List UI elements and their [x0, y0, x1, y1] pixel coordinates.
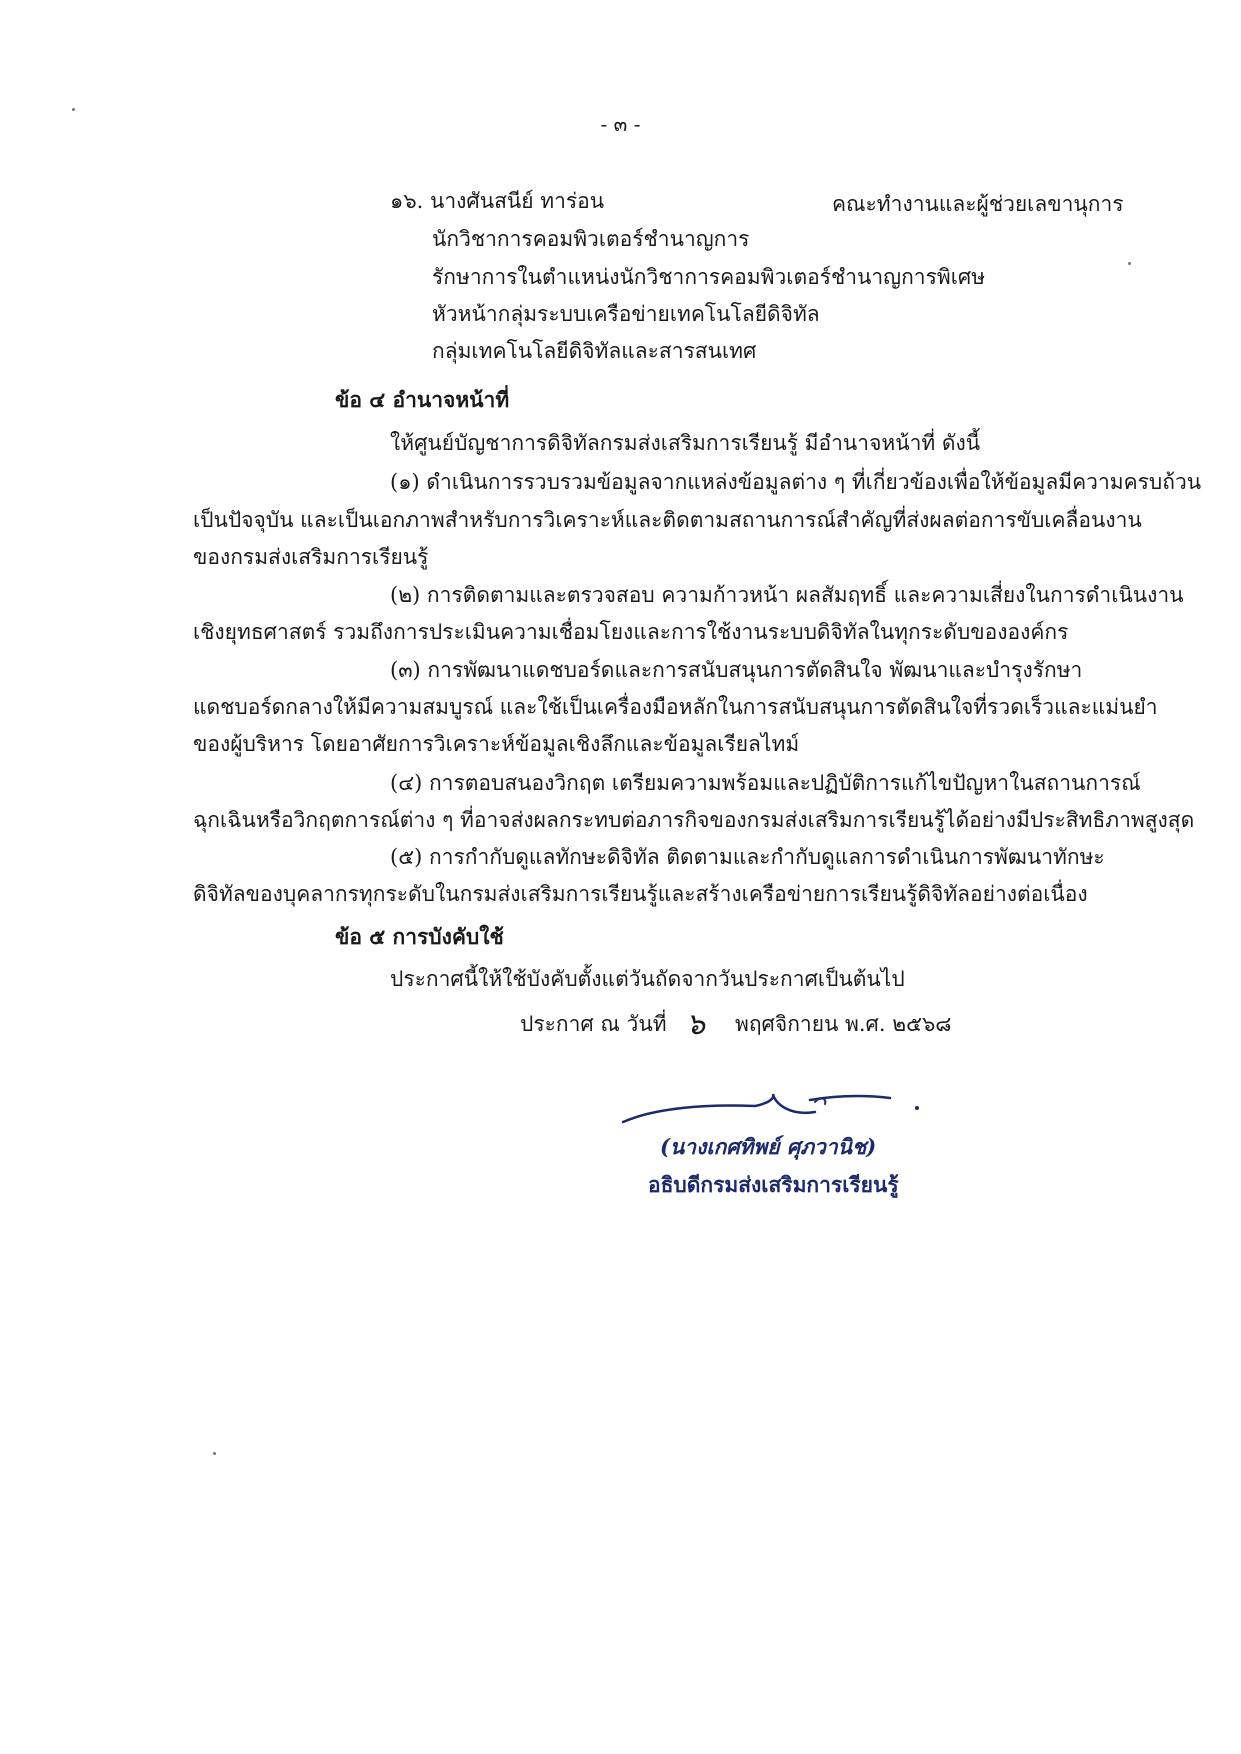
scan-speck — [1128, 262, 1131, 265]
section5-heading: ข้อ ๕ การบังคับใช้ — [335, 924, 504, 949]
announcement-prefix: ประกาศ ณ วันที่ — [520, 1012, 667, 1036]
scan-speck — [72, 108, 75, 111]
member-detail: กลุ่มเทคโนโลยีดิจิทัลและสารสนเทศ — [432, 339, 757, 363]
member-role: คณะทำงานและผู้ช่วยเลขานุการ — [832, 192, 1124, 216]
item1-line: เป็นปัจจุบัน และเป็นเอกภาพสำหรับการวิเคราะห์และติดตามสถานการณ์สำคัญที่ส่งผลต่อการขับเคลื่อนงาน — [193, 508, 1142, 532]
member-detail: นักวิชาการคอมพิวเตอร์ชำนาญการ — [432, 227, 750, 251]
section5-text: ประกาศนี้ให้ใช้บังคับตั้งแต่วันถัดจากวันประกาศเป็นต้นไป — [390, 967, 905, 991]
member-detail: รักษาการในตำแหน่งนักวิชาการคอมพิวเตอร์ชำนาญการพิเศษ — [432, 265, 986, 289]
item2-line: เชิงยุทธศาสตร์ รวมถึงการประเมินความเชื่อมโยงและการใช้งานระบบดิจิทัลในทุกระดับขององค์กร — [193, 620, 1069, 644]
item5-line: (๕) การกำกับดูแลทักษะดิจิทัล ติดตามและกำกับดูแลการดำเนินการพัฒนาทักษะ — [390, 845, 1105, 869]
section4-heading: ข้อ ๔ อำนาจหน้าที่ — [335, 387, 510, 412]
member-name: ๑๖. นางศันสนีย์ ทาร่อน — [390, 189, 605, 213]
page-number: - ๓ - — [600, 112, 641, 136]
item3-line: (๓) การพัฒนาแดชบอร์ดและการสนับสนุนการตัดสินใจ พัฒนาและบำรุงรักษา — [390, 658, 1083, 682]
item3-line: ของผู้บริหาร โดยอาศัยการวิเคราะห์ข้อมูลเชิงลึกและข้อมูลเรียลไทม์ — [193, 732, 800, 756]
item2-line: (๒) การติดตามและตรวจสอบ ความก้าวหน้า ผลสัมฤทธิ์ และความเสี่ยงในการดำเนินงาน — [390, 583, 1184, 607]
signatory-title: อธิบดีกรมส่งเสริมการเรียนรู้ — [648, 1172, 899, 1197]
member-detail: หัวหน้ากลุ่มระบบเครือข่ายเทคโนโลยีดิจิทัล — [432, 302, 820, 326]
item5-line: ดิจิทัลของบุคลากรทุกระดับในกรมส่งเสริมการเรียนรู้และสร้างเครือข่ายการเรียนรู้ดิจิทัลอย่างต่อเนื่อง — [193, 882, 1088, 906]
item4-line: ฉุกเฉินหรือวิกฤตการณ์ต่าง ๆ ที่อาจส่งผลกระทบต่อภารกิจของกรมส่งเสริมการเรียนรู้ได้อย่างมีประสิทธิภาพสูงสุด — [193, 808, 1195, 832]
scan-speck — [213, 1452, 216, 1455]
signatory-name: (นางเกศทิพย์ ศุภวานิช) — [660, 1134, 877, 1159]
item1-line: (๑) ดำเนินการรวบรวมข้อมูลจากแหล่งข้อมูลต่าง ๆ ที่เกี่ยวข้องเพื่อให้ข้อมูลมีความครบถ้วน — [390, 470, 1202, 494]
section4-intro: ให้ศูนย์บัญชาการดิจิทัลกรมส่งเสริมการเรียนรู้ มีอำนาจหน้าที่ ดังนี้ — [390, 431, 981, 455]
item4-line: (๔) การตอบสนองวิกฤต เตรียมความพร้อมและปฏิบัติการแก้ไขปัญหาในสถานการณ์ — [390, 771, 1141, 795]
item3-line: แดชบอร์ดกลางให้มีความสมบูรณ์ และใช้เป็นเครื่องมือหลักในการสนับสนุนการตัดสินใจที่รวดเร็วและแม่นยำ — [193, 695, 1158, 719]
announcement-day: ๖ — [686, 1007, 706, 1042]
item1-line: ของกรมส่งเสริมการเรียนรู้ — [193, 545, 429, 569]
announcement-month-year: พฤศจิกายน พ.ศ. ๒๕๖๘ — [735, 1012, 952, 1036]
